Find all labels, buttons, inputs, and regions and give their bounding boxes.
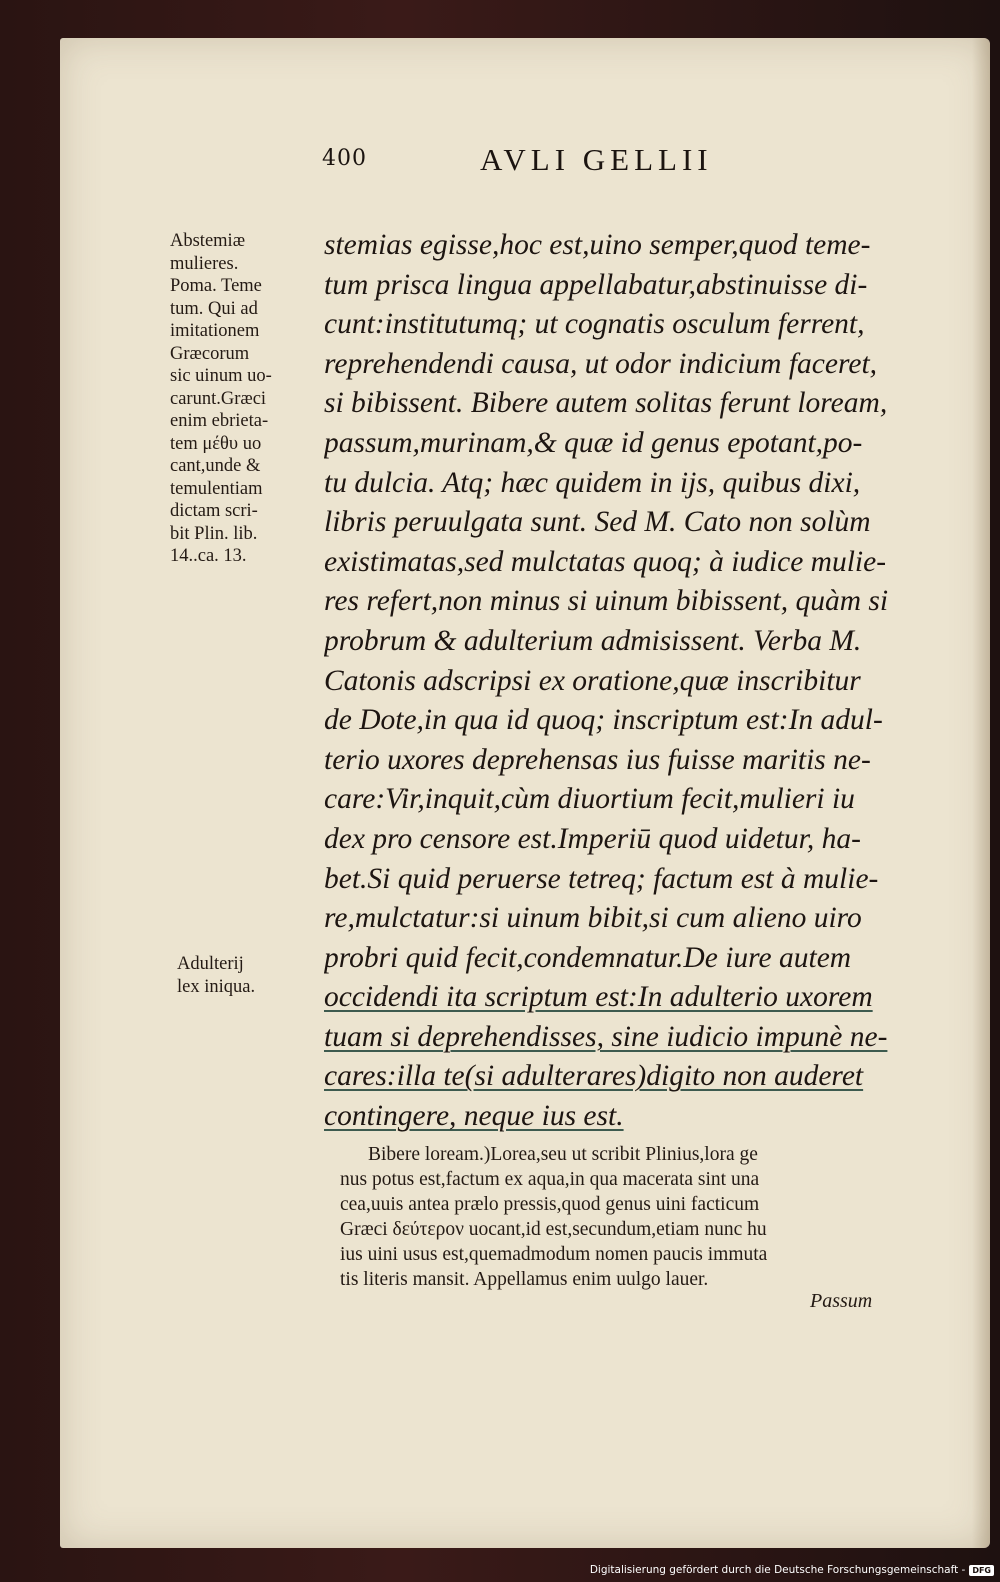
main-text-line-underlined: cares:illa te(si adulterares)digito non auderet [324,1060,864,1093]
main-text-line: cunt:institutumq; ut cognatis osculum ferrent, [324,308,865,341]
catchword: Passum [810,1290,873,1312]
margin-note-line: dictam scri- [170,501,258,521]
margin-note-line: tem μέθυ uo [170,433,262,454]
margin-note-line: imitationem [170,321,260,341]
commentary-block [340,1142,940,1292]
main-text-line: passum,murinam,& quæ id genus epotant,po- [324,426,863,459]
main-text-line: existimatas,sed mulctatas quoq; à iudice mulie- [324,545,887,578]
margin-note-adulterij [177,953,317,998]
main-text-line-underlined: occidendi ita scriptum est:In adulterio uxorem [324,981,873,1014]
margin-note-line: carunt.Græci [170,388,267,409]
margin-note-line: Poma. Teme [170,276,262,296]
main-text-line: Catonis adscripsi ex oratione,quæ inscribitur [324,664,861,697]
margin-note-line: enim ebrieta- [170,411,269,431]
main-text-line: re,mulctatur:si uinum bibit,si cum alieno uiro [324,902,862,935]
commentary-line: Bibere loream.)Lorea,seu ut scribit Plinius,lora ge [368,1144,758,1165]
main-text-line: terio uxores deprehensas ius fuisse maritis ne- [324,743,871,776]
commentary-line: Græci δεύτερον uocant,id est,secundum,etiam nunc hu [340,1219,767,1240]
commentary-line: nus potus est,factum ex aqua,in qua macerata sint una [340,1169,760,1190]
main-text-line: de Dote,in qua id quoq; inscriptum est:In adul- [324,704,883,737]
main-text-line-underlined: contingere, neque ius est. [324,1100,624,1133]
main-text-line: bet.Si quid peruerse tetreq; factum est à mulie- [324,862,879,895]
main-text-line: reprehendendi causa, ut odor indicium faceret, [324,347,878,380]
main-text-line: probrum & adulterium admisissent. Verba M. [324,624,862,657]
main-text-line: libris peruulgata sunt. Sed M. Cato non solùm [324,506,871,539]
margin-note-abstemiae [170,230,315,568]
footer-credit: Digitalisierung gefördert durch die Deutsche Forschungsgemeinschaft - [589,1564,966,1576]
digitization-footer [590,1562,994,1578]
margin-note-line: Græcorum [170,343,250,364]
main-text-block [324,226,944,1137]
main-text-line: si bibissent. Bibere autem solitas ferunt loream, [324,387,888,420]
main-text-line: tum prisca lingua appellabatur,abstinuisse di- [324,268,868,301]
margin-note-line: sic uinum uo- [170,366,272,386]
margin-note-line: lex iniqua. [177,976,256,997]
margin-note-line: 14..ca. 13. [170,546,247,566]
commentary-line: tis literis mansit. Appellamus enim uulgo lauer. [340,1269,709,1290]
margin-note-line: Abstemiæ [170,231,246,251]
main-text-line: res refert,non minus si uinum bibissent, quàm si [324,585,889,618]
main-text-line: stemias egisse,hoc est,uino semper,quod teme- [324,229,871,261]
dfg-logo: DFG [969,1565,994,1576]
main-text-line: dex pro censore est.Imperiū quod uidetur, ha- [324,822,861,855]
margin-note-line: temulentiam [170,478,263,499]
page-number: 400 [322,146,367,171]
book-page [60,38,990,1548]
margin-note-line: Adulterij [177,954,244,974]
margin-note-line: cant,unde & [170,456,261,476]
main-text-line: care:Vir,inquit,cùm diuortium fecit,mulieri iu [324,783,855,816]
main-text-line: probri quid fecit,condemnatur.De iure autem [324,941,852,974]
margin-note-line: mulieres. [170,253,239,274]
commentary-line: ius uini usus est,quemadmodum nomen paucis immuta [340,1244,768,1265]
main-text-line: tu dulcia. Atq; hæc quidem in ijs, quibus dixi, [324,466,861,499]
main-text-line-underlined: tuam si deprehendisses, sine iudicio impunè ne- [324,1020,888,1053]
margin-note-line: tum. Qui ad [170,298,258,319]
running-head: AVLI GELLII [480,142,713,177]
margin-note-line: bit Plin. lib. [170,523,258,544]
commentary-line: cea,uuis antea prælo pressis,quod genus uini facticum [340,1194,760,1215]
